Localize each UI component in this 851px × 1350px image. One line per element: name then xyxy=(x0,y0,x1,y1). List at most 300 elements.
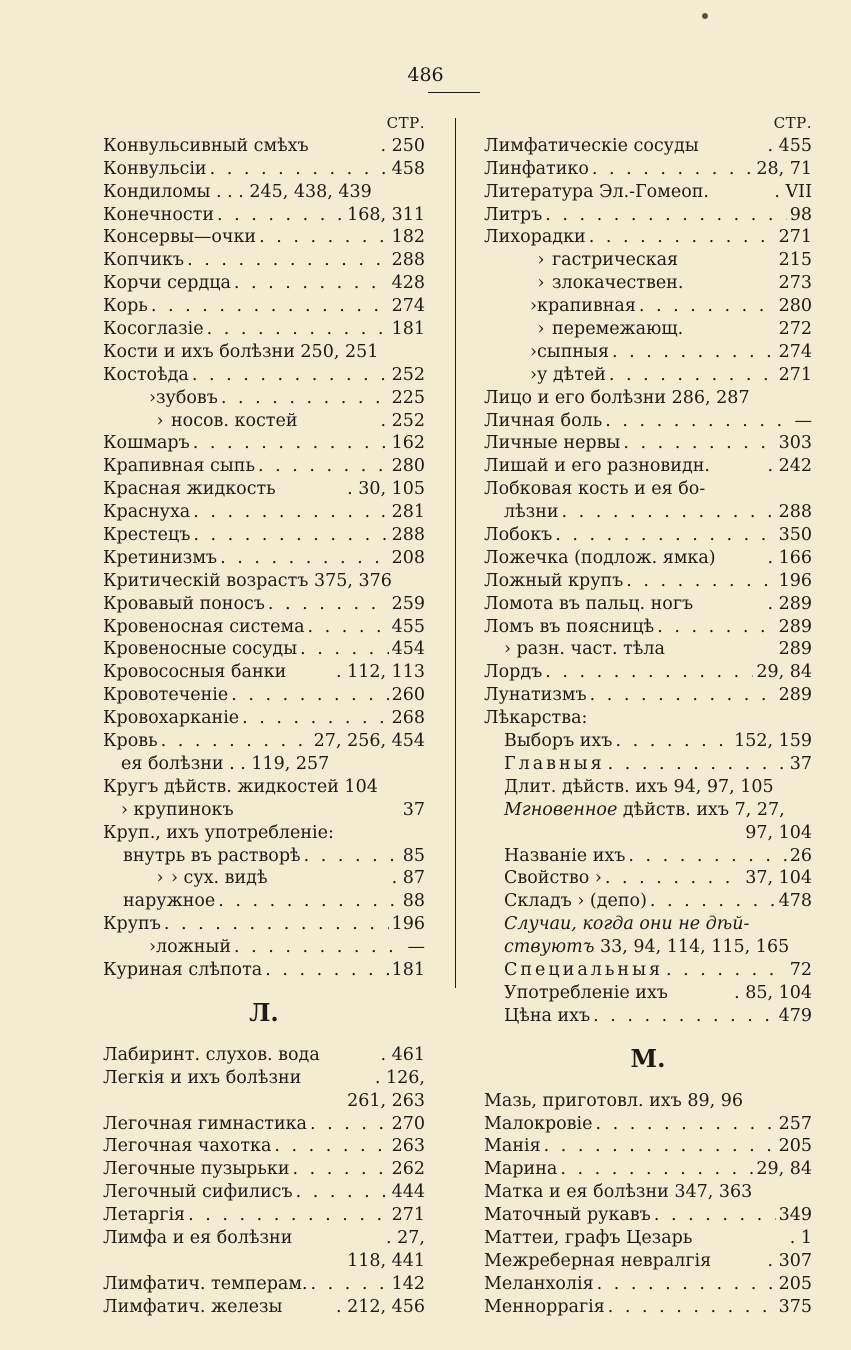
index-entry xyxy=(484,936,812,959)
index-entry xyxy=(484,158,812,181)
entry-page-ref: 272 xyxy=(778,319,812,340)
dot-leader xyxy=(612,341,776,364)
entry-page-ref: 182 xyxy=(391,227,425,248)
entry-label: Круп., ихъ употребленіе: xyxy=(103,822,334,843)
entry-page-ref: — xyxy=(794,410,812,431)
entry-page-ref: 118, 441 xyxy=(347,1250,425,1271)
dot-leader xyxy=(560,1158,753,1181)
entry-label: зубовъ xyxy=(156,387,218,408)
dot-leader xyxy=(639,295,776,318)
index-entry xyxy=(484,1250,812,1273)
entry-label: Кретинизмъ xyxy=(103,547,218,568)
entry-page-ref: . 212, 456 xyxy=(335,1296,425,1317)
entry-page-ref: 271 xyxy=(778,364,812,385)
entry-label: Конвульсивный смѣхъ xyxy=(103,135,309,156)
entry-label: Лобокъ xyxy=(484,525,553,546)
entry-page-ref: 37 xyxy=(789,753,812,774)
entry-label: Линфатико xyxy=(484,158,589,179)
index-entry xyxy=(103,799,425,822)
dot-leader xyxy=(265,959,388,982)
entry-label: Употребленіе ихъ xyxy=(504,982,668,1003)
index-entry xyxy=(484,135,812,158)
dot-leader xyxy=(593,1005,775,1028)
entry-label: Кондиломы . . . 245, 438, 439 xyxy=(103,181,372,202)
entry-label: Ложный крупъ xyxy=(484,570,624,591)
entry-label: Лобковая кость и ея бо- xyxy=(484,479,706,500)
index-entry xyxy=(103,661,425,684)
entry-label: › крупинокъ xyxy=(121,799,234,820)
entry-page-ref: 162 xyxy=(391,433,425,454)
entry-page-ref: 252 xyxy=(391,364,425,385)
entry-page-ref: 142 xyxy=(391,1273,425,1294)
index-entry xyxy=(484,913,812,936)
entry-page-ref: 280 xyxy=(391,456,425,477)
dot-leader xyxy=(592,158,753,181)
page-number-rule xyxy=(428,92,480,93)
entry-label: Кости и ихъ болѣзни 250, 251 xyxy=(103,341,379,362)
entry-label: Красная жидкость xyxy=(103,479,276,500)
index-entry xyxy=(484,478,812,501)
index-entry xyxy=(103,959,425,982)
entry-label: Ложечка (подлож. ямка) xyxy=(484,547,716,568)
dot-leader xyxy=(608,753,787,776)
entry-page-ref: 263 xyxy=(391,1136,425,1157)
entry-label: гастрическая xyxy=(552,250,679,271)
entry-page-ref: 85 xyxy=(402,845,425,866)
index-entry xyxy=(484,455,812,478)
index-entry xyxy=(103,1227,425,1250)
entry-page-ref: 205 xyxy=(778,1273,812,1294)
entry-label: Личная боль xyxy=(484,410,603,431)
index-entry xyxy=(103,364,425,387)
entry-page-ref: 303 xyxy=(778,433,812,454)
entry-page-ref: 98 xyxy=(789,204,812,225)
entry-label: Кровь xyxy=(103,731,158,752)
entry-label: Марина xyxy=(484,1159,558,1180)
entry-label: Легкія и ихъ болѣзни xyxy=(103,1067,302,1088)
index-entry xyxy=(484,1204,812,1227)
entry-page-ref: . 455 xyxy=(767,135,812,156)
dot-leader xyxy=(207,318,389,341)
dot-leader xyxy=(259,226,389,249)
entry-label: Менноррагія xyxy=(484,1296,605,1317)
dot-leader xyxy=(218,890,399,913)
index-entry xyxy=(103,432,425,455)
entry-label: Костоѣда xyxy=(103,364,189,385)
entry-page-ref: 196 xyxy=(778,570,812,591)
dot-leader xyxy=(304,845,400,868)
dot-leader xyxy=(623,432,775,455)
entry-page-ref: . 30, 105 xyxy=(347,479,425,500)
dot-leader xyxy=(258,455,389,478)
entry-label: Лишай и его разновидн. xyxy=(484,456,710,477)
dot-leader xyxy=(609,364,776,387)
dot-leader xyxy=(545,204,786,227)
entry-label: Межреберная невралгія xyxy=(484,1250,712,1271)
entry-page-ref: 260 xyxy=(391,685,425,706)
entry-page-ref: 259 xyxy=(391,593,425,614)
entry-label: внутрь въ растворѣ xyxy=(123,845,301,866)
index-entry xyxy=(103,730,425,753)
index-entry xyxy=(103,593,425,616)
index-entry xyxy=(103,1250,425,1273)
index-entry xyxy=(103,524,425,547)
entry-label: Легочные пузырьки xyxy=(103,1159,290,1180)
ditto-mark: › xyxy=(537,319,545,340)
dot-leader xyxy=(161,730,311,753)
entry-label: Критическій возрастъ 375, 376 xyxy=(103,570,392,591)
index-entry xyxy=(103,707,425,730)
entry-page-ref: 289 xyxy=(778,685,812,706)
dot-leader xyxy=(210,158,389,181)
entry-label: Краснуха xyxy=(103,502,191,523)
entry-page-ref: 168, 311 xyxy=(347,204,425,225)
dot-leader xyxy=(596,1113,776,1136)
entry-page-ref: 181 xyxy=(391,319,425,340)
entry-label: Кровососныя банки xyxy=(103,662,287,683)
entry-label: Лицо и его болѣзни 286, 287 xyxy=(484,387,750,408)
index-entry xyxy=(484,776,812,799)
index-entry xyxy=(484,1181,812,1204)
index-entry xyxy=(103,272,425,295)
ditto-mark: › xyxy=(530,341,537,362)
entry-label: Главныя xyxy=(504,753,605,774)
entry-label: ея болѣзни . . 119, 257 xyxy=(121,753,330,774)
entry-label: Крупъ xyxy=(103,914,161,935)
ditto-mark: › xyxy=(530,296,537,317)
entry-page-ref: 27, 256, 454 xyxy=(313,731,425,752)
entry-label: Лимфа и ея болѣзни xyxy=(103,1227,293,1248)
dot-leader xyxy=(590,684,776,707)
dot-leader xyxy=(296,1181,389,1204)
index-entry xyxy=(484,822,812,845)
entry-page-ref: . 281 xyxy=(380,502,425,523)
entry-page-ref: . 87 xyxy=(391,868,425,889)
index-entry xyxy=(484,890,812,913)
entry-label: Лимфатич. железы xyxy=(103,1296,283,1317)
dot-leader xyxy=(615,730,731,753)
entry-label: Лѣкарства: xyxy=(484,708,588,729)
entry-label: наружное xyxy=(123,891,216,912)
dot-leader xyxy=(544,1135,776,1158)
entry-label: Специальныя xyxy=(504,959,664,980)
dot-leader xyxy=(562,501,776,524)
index-entry xyxy=(484,501,812,524)
entry-label: Свойство › xyxy=(504,868,602,889)
entry-label: Кошмаръ xyxy=(103,433,190,454)
index-entry xyxy=(103,1044,425,1067)
entry-label: Матка и ея болѣзни 347, 363 xyxy=(484,1182,753,1203)
index-entries-l-continued xyxy=(484,135,812,1028)
index-entry xyxy=(484,1005,812,1028)
entry-page-ref: 280 xyxy=(778,296,812,317)
entry-label: Легочная чахотка xyxy=(103,1136,272,1157)
entry-label: Кровавый поносъ xyxy=(103,593,265,614)
entry-page-ref: . 307 xyxy=(767,1250,812,1271)
index-entry xyxy=(103,1181,425,1204)
index-entry xyxy=(484,799,812,822)
index-entry xyxy=(484,753,812,776)
entry-page-ref: . 1 xyxy=(789,1227,812,1248)
dot-leader xyxy=(274,1135,388,1158)
ditto-mark: › xyxy=(530,364,537,385)
entry-label: Лихорадки xyxy=(484,227,586,248)
index-entry xyxy=(103,135,425,158)
entry-page-ref: 478 xyxy=(778,891,812,912)
dot-leader xyxy=(268,593,389,616)
dot-leader xyxy=(300,638,388,661)
entry-page-ref: 288 xyxy=(391,525,425,546)
dot-leader xyxy=(187,249,389,272)
entry-label: Мазь, приготовл. ихъ 89, 96 xyxy=(484,1090,743,1111)
dot-leader xyxy=(628,845,786,868)
entry-label: ложный xyxy=(156,937,232,958)
entry-label: ствуютъ 33, 94, 114, 115, 165 xyxy=(504,937,790,958)
index-entry xyxy=(484,364,812,387)
entry-page-ref: . 126, xyxy=(374,1067,425,1088)
entry-label: Корь xyxy=(103,296,148,317)
page-number: 486 xyxy=(407,64,444,86)
entry-label: Малокровіе xyxy=(484,1113,593,1134)
dot-leader xyxy=(605,867,742,890)
entry-page-ref: 428 xyxy=(391,273,425,294)
index-entry xyxy=(484,982,812,1005)
dot-leader xyxy=(605,410,791,433)
dot-leader xyxy=(193,524,388,547)
entry-label: › разн. част. тѣла xyxy=(504,639,665,660)
index-entry xyxy=(484,867,812,890)
entry-page-ref: . 112, 113 xyxy=(335,662,425,683)
entry-page-ref: 289 xyxy=(778,639,812,660)
dot-leader xyxy=(164,913,389,936)
dot-leader xyxy=(308,616,389,639)
dot-leader xyxy=(293,1158,389,1181)
entry-label: Лабиринт. слухов. вода xyxy=(103,1044,320,1065)
index-entry xyxy=(103,1113,425,1136)
index-entry xyxy=(484,204,812,227)
entry-label: сыпныя xyxy=(537,341,610,362)
entry-page-ref: 28, 71 xyxy=(756,158,812,179)
entry-page-ref: 479 xyxy=(778,1005,812,1026)
dot-leader xyxy=(311,1273,389,1296)
entry-page-ref: 273 xyxy=(778,273,812,294)
index-entry xyxy=(484,1227,812,1250)
dot-leader xyxy=(234,272,389,295)
ditto-mark: › xyxy=(149,387,156,408)
index-entry xyxy=(103,295,425,318)
entry-page-ref: 288 xyxy=(391,250,425,271)
index-entry xyxy=(103,341,425,364)
entry-page-ref: 225 xyxy=(391,387,425,408)
index-entry xyxy=(484,684,812,707)
index-entry xyxy=(484,959,812,982)
dot-leader xyxy=(221,387,389,410)
entry-page-ref: 458 xyxy=(391,158,425,179)
entry-label: Лимфатическіе сосуды xyxy=(484,135,699,156)
index-entry xyxy=(103,570,425,593)
dot-leader xyxy=(310,1113,389,1136)
page-column-label: СТР. xyxy=(386,114,425,132)
entry-label: носов. костей xyxy=(171,410,298,431)
entry-page-ref: 26 xyxy=(789,845,812,866)
entry-page-ref: 454 xyxy=(391,639,425,660)
entry-page-ref: . 289 xyxy=(767,593,812,614)
index-entry xyxy=(103,776,425,799)
entry-page-ref: 97, 104 xyxy=(745,822,812,843)
ditto-mark: › xyxy=(156,410,164,431)
entry-page-ref: 375 xyxy=(778,1296,812,1317)
index-entry xyxy=(484,1158,812,1181)
entry-page-ref: 205 xyxy=(778,1136,812,1157)
entry-label: Конечности xyxy=(103,204,215,225)
entry-label: Крапивная сыпь xyxy=(103,456,255,477)
section-heading-m: М. xyxy=(630,1044,666,1074)
entry-label: Литръ xyxy=(484,204,543,225)
index-entry xyxy=(103,249,425,272)
index-entry xyxy=(484,272,812,295)
index-entry xyxy=(484,318,812,341)
entry-page-ref: 196 xyxy=(391,914,425,935)
index-entry xyxy=(103,616,425,639)
entry-page-ref: 271 xyxy=(391,1205,425,1226)
index-entry xyxy=(484,547,812,570)
entry-page-ref: — xyxy=(407,937,425,958)
index-entry xyxy=(103,318,425,341)
dot-leader xyxy=(608,1296,776,1319)
entry-label: Случаи, когда они не дѣй- xyxy=(504,914,750,935)
dot-leader xyxy=(242,707,388,730)
index-entry xyxy=(484,638,812,661)
entry-label: Длит. дѣйств. ихъ 94, 97, 105 xyxy=(504,776,774,797)
index-entry xyxy=(103,226,425,249)
entry-label: Ломота въ пальц. ногъ xyxy=(484,593,694,614)
index-entry xyxy=(103,1204,425,1227)
entry-page-ref: 274 xyxy=(778,341,812,362)
entry-label: Кровеносные сосуды xyxy=(103,639,298,660)
entry-label: у дѣтей xyxy=(537,364,606,385)
dot-leader xyxy=(666,959,787,982)
index-entry xyxy=(484,593,812,616)
index-entry xyxy=(484,432,812,455)
entry-label: › сух. видѣ xyxy=(171,868,268,889)
index-entry xyxy=(103,638,425,661)
entry-page-ref: 215 xyxy=(778,250,812,271)
entry-page-ref: 350 xyxy=(778,525,812,546)
entry-label: Личные нервы xyxy=(484,433,621,454)
index-entry xyxy=(484,410,812,433)
index-entry xyxy=(484,1113,812,1136)
entry-label: Лимфатич. темперам. xyxy=(103,1273,308,1294)
section-heading-l: Л. xyxy=(249,998,279,1028)
right-column xyxy=(484,112,812,1319)
index-entry xyxy=(103,158,425,181)
entry-page-ref: 152, 159 xyxy=(734,731,812,752)
index-entries-m xyxy=(484,1090,812,1319)
dot-leader xyxy=(654,1204,776,1227)
ditto-mark: › xyxy=(537,273,545,294)
index-entry xyxy=(103,1135,425,1158)
index-entry xyxy=(103,753,425,776)
index-entry xyxy=(103,181,425,204)
entry-page-ref: 29, 84 xyxy=(756,662,812,683)
entry-page-ref: 88 xyxy=(402,891,425,912)
entry-label: Кругъ дѣйств. жидкостей 104 xyxy=(103,776,378,797)
index-entry xyxy=(103,501,425,524)
index-entry xyxy=(484,661,812,684)
dot-leader xyxy=(193,432,389,455)
entry-page-ref: . VII xyxy=(774,181,812,202)
entry-page-ref: . 85, 104 xyxy=(734,982,812,1003)
dot-leader xyxy=(217,204,344,227)
index-entry xyxy=(103,1273,425,1296)
entry-page-ref: 274 xyxy=(391,296,425,317)
entry-label: Кровохарканіе xyxy=(103,708,240,729)
index-entry xyxy=(484,616,812,639)
entry-page-ref: 181 xyxy=(391,959,425,980)
entry-label: Легочный сифилисъ xyxy=(103,1182,293,1203)
index-entry xyxy=(103,1090,425,1113)
left-column xyxy=(103,112,425,1319)
entry-page-ref: 262 xyxy=(391,1159,425,1180)
entry-label: Ломъ въ поясницѣ xyxy=(484,616,655,637)
index-entry xyxy=(484,524,812,547)
dot-leader xyxy=(220,547,389,570)
ditto-mark: › xyxy=(156,868,164,889)
index-entry xyxy=(103,387,425,410)
dot-leader xyxy=(234,936,404,959)
dot-leader xyxy=(597,1273,776,1296)
index-entry xyxy=(103,684,425,707)
entry-page-ref: . 166 xyxy=(767,547,812,568)
entry-page-ref: . 27, xyxy=(386,1227,425,1248)
entry-page-ref: 349 xyxy=(778,1205,812,1226)
entry-label: Цѣна ихъ xyxy=(504,1005,591,1026)
entry-label: Манія xyxy=(484,1136,541,1157)
index-entry xyxy=(103,547,425,570)
dot-leader xyxy=(192,364,389,387)
index-entry xyxy=(103,455,425,478)
entry-label: перемежающ. xyxy=(552,319,684,340)
entry-page-ref: 444 xyxy=(391,1182,425,1203)
entry-label: лѣзни xyxy=(504,502,559,523)
dot-leader xyxy=(188,1204,389,1227)
index-entry xyxy=(484,1296,812,1319)
entry-label: крапивная xyxy=(537,296,636,317)
entry-page-ref: . 461 xyxy=(380,1044,425,1065)
index-entry xyxy=(484,181,812,204)
index-entry xyxy=(484,387,812,410)
entry-page-ref: 268 xyxy=(391,708,425,729)
entry-label: злокачествен. xyxy=(552,273,684,294)
entry-label: Лордъ xyxy=(484,662,543,683)
dot-leader xyxy=(151,295,389,318)
index-entries-k xyxy=(103,135,425,982)
entry-page-ref: 257 xyxy=(778,1113,812,1134)
entry-label: Названіе ихъ xyxy=(504,845,626,866)
index-entries-l xyxy=(103,1044,425,1319)
index-entry xyxy=(103,845,425,868)
ditto-mark: › xyxy=(537,250,545,271)
entry-page-ref: 261, 263 xyxy=(347,1090,425,1111)
index-entry xyxy=(484,249,812,272)
entry-label: Маттеи, графъ Цезарь xyxy=(484,1227,693,1248)
index-entry xyxy=(103,822,425,845)
index-entry xyxy=(484,1273,812,1296)
index-entry xyxy=(484,730,812,753)
index-entry xyxy=(484,1090,812,1113)
entry-label: Косоглазіе xyxy=(103,319,204,340)
index-entry xyxy=(484,707,812,730)
